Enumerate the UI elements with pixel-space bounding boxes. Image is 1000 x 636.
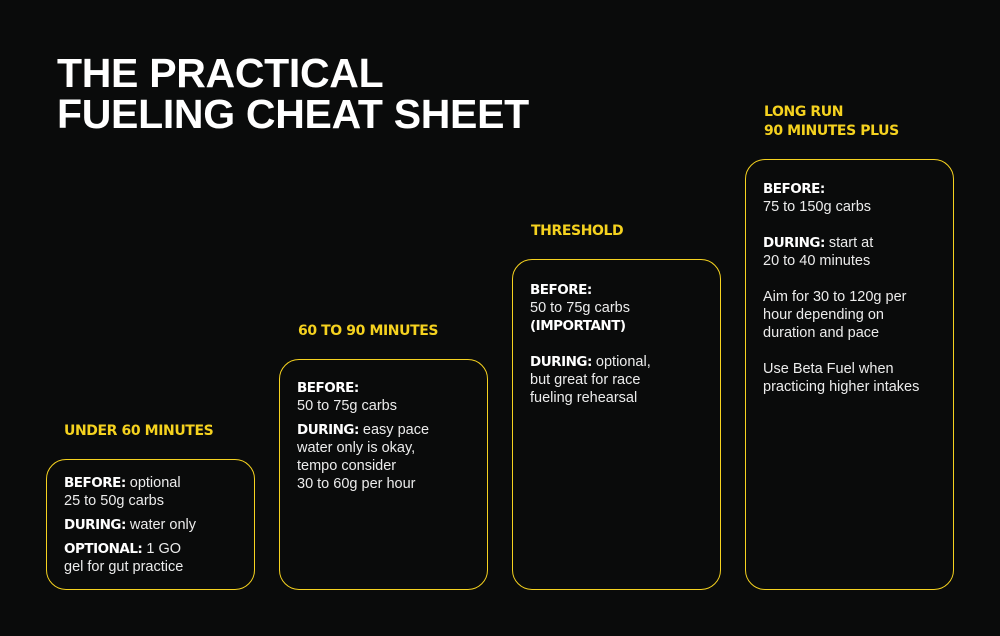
heading-60-to-90-minutes: [298, 322, 438, 341]
during-line-2: water only is okay,: [297, 440, 416, 456]
during-label: DURING:: [64, 517, 126, 533]
aim-line-3: duration and pace: [763, 325, 880, 341]
aim-line-2: hour depending on: [763, 307, 884, 323]
aim-paragraph: [763, 288, 943, 342]
before-label: BEFORE:: [763, 181, 825, 197]
during-line-1: [763, 234, 943, 252]
heading-text: UNDER 60 MINUTES: [64, 423, 214, 439]
important-emphasis: (IMPORTANT): [530, 318, 626, 334]
heading-text: 60 TO 90 MINUTES: [298, 323, 439, 339]
optional-label: OPTIONAL:: [64, 541, 143, 557]
during-paragraph: [64, 516, 244, 534]
card-under-60-minutes: [46, 459, 255, 590]
during-text: easy pace: [362, 422, 430, 438]
during-text: optional,: [595, 354, 651, 370]
beta-fuel-line-1: Use Beta Fuel when: [763, 361, 894, 377]
heading-threshold: [531, 222, 623, 241]
before-line-1: [530, 281, 710, 299]
title-line-1: THE PRACTICAL: [57, 50, 384, 96]
heading-text-line-2: 90 MINUTES PLUS: [764, 123, 899, 139]
card-60-to-90-minutes: [279, 359, 488, 590]
before-line-2: 25 to 50g carbs: [64, 493, 164, 509]
card-body: [530, 281, 710, 407]
during-line-3: fueling rehearsal: [530, 390, 638, 406]
before-line-2: 50 to 75g carbs: [530, 300, 630, 316]
before-line-1: [297, 379, 477, 397]
before-line-2: 50 to 75g carbs: [297, 398, 397, 414]
during-label: DURING:: [530, 354, 592, 370]
during-line-2: 20 to 40 minutes: [763, 253, 871, 269]
before-paragraph: [64, 474, 244, 510]
heading-text-line-1: LONG RUN: [764, 104, 844, 120]
optional-paragraph: [64, 540, 244, 576]
before-paragraph: [763, 180, 943, 216]
before-paragraph: [530, 281, 710, 335]
before-line-1: [64, 474, 244, 492]
heading-long-run: [764, 103, 899, 141]
during-label: DURING:: [297, 422, 359, 438]
beta-fuel-paragraph: [763, 360, 943, 396]
during-line-1: [297, 421, 477, 439]
during-line-1: [530, 353, 710, 371]
optional-line-1: [64, 540, 244, 558]
during-label: DURING:: [763, 235, 825, 251]
before-line-2: 75 to 150g carbs: [763, 199, 872, 215]
during-paragraph: [763, 234, 943, 270]
beta-fuel-line-2: practicing higher intakes: [763, 379, 920, 395]
heading-under-60-minutes: [64, 422, 213, 441]
aim-line-1: Aim for 30 to 120g per: [763, 289, 907, 305]
card-body: [763, 180, 943, 396]
card-long-run: [745, 159, 954, 590]
page-title: [57, 50, 529, 137]
during-line-3: tempo consider: [297, 458, 397, 474]
during-line-4: 30 to 60g per hour: [297, 476, 416, 492]
before-text: optional: [129, 475, 181, 491]
optional-text: 1 GO: [146, 541, 182, 557]
during-text: start at: [828, 235, 874, 251]
before-paragraph: [297, 379, 477, 415]
during-paragraph: [297, 421, 477, 493]
before-line-1: [763, 180, 943, 198]
before-label: BEFORE:: [297, 380, 359, 396]
card-body: [64, 474, 244, 576]
card-body: [297, 379, 477, 493]
during-line-2: but great for race: [530, 372, 641, 388]
optional-line-2: gel for gut practice: [64, 559, 184, 575]
before-label: BEFORE:: [64, 475, 126, 491]
heading-text: THRESHOLD: [531, 223, 624, 239]
before-label: BEFORE:: [530, 282, 592, 298]
during-paragraph: [530, 353, 710, 407]
during-line-1: [64, 516, 244, 534]
card-threshold: [512, 259, 721, 590]
during-text: water only: [129, 517, 196, 533]
title-line-2: FUELING CHEAT SHEET: [57, 91, 529, 137]
